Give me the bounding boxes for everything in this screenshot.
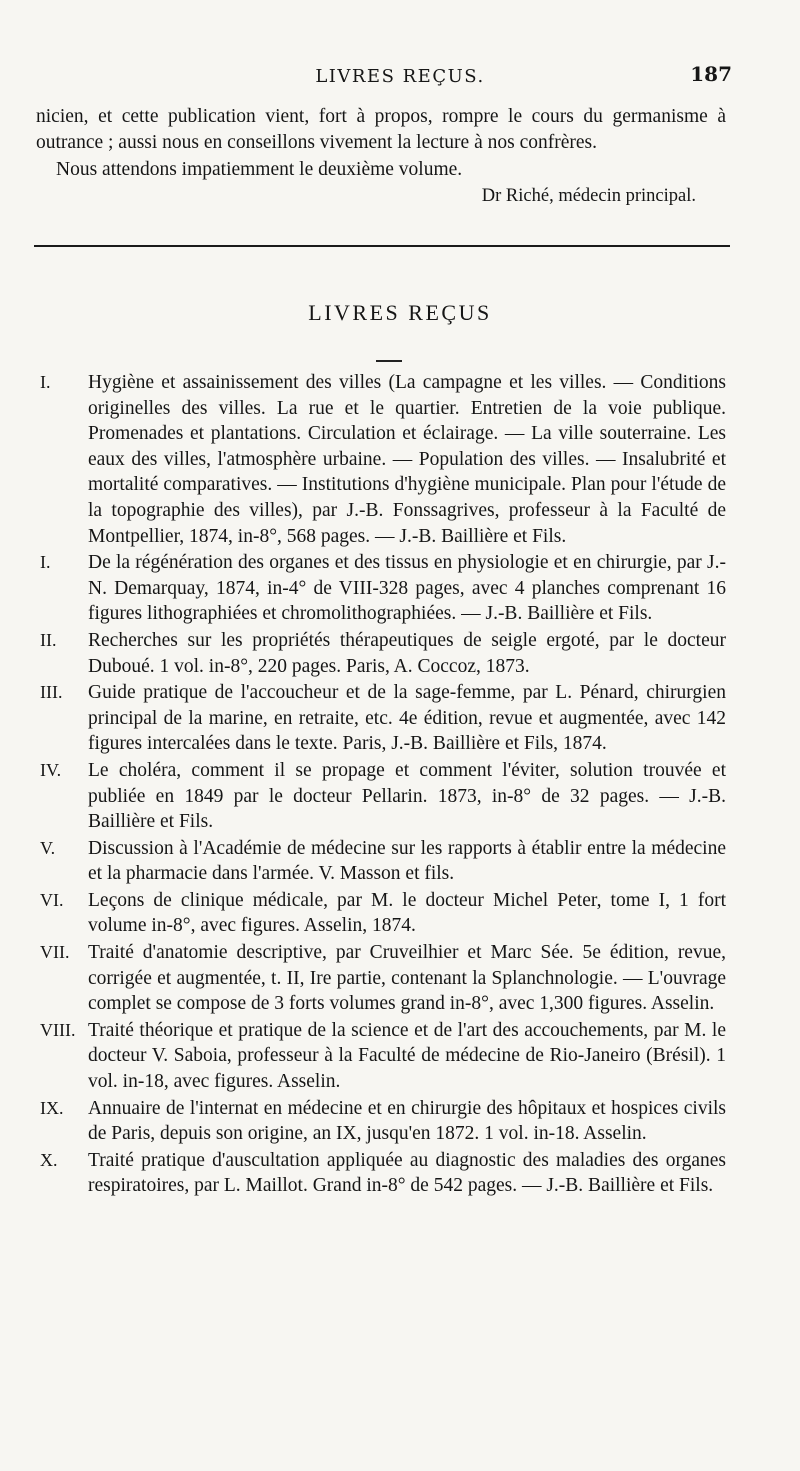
review-signature: Dr Riché, médecin principal. (481, 186, 696, 207)
page-number: 187 (690, 62, 732, 86)
entry-number: X. (40, 1149, 58, 1170)
review-paragraph: nicien, et cette publication vient, fort à propos, rompre le cours du germanisme à outrance ; aussi nous en conseillons vivement la lecture à nos confrères. (36, 106, 726, 154)
review-ending (36, 104, 726, 210)
entry-text: Hygiène et assainissement des villes (La campagne et les villes. — Conditions originelles des villes. La rue et le quartier. Entretien de la voie publique. Promenades et plantations. Circulation et éclairage. — La ville souterraine. Les eaux des villes, l'atmosphère urbaine. — Population des villes. — Insalubrité et mortalité comparatives. — Institutions d'hygiène municipale. Plan pour l'étude de la topographie des villes), par J.-B. Fonssagrives, professeur à la Faculté de Montpellier, 1874, in-8°, 568 pages. — J.-B. Baillière et Fils. (88, 372, 726, 547)
book-entry (40, 940, 726, 1017)
entry-number: VIII. (40, 1019, 76, 1040)
running-head (0, 62, 800, 90)
entry-text: Leçons de clinique médicale, par M. le docteur Michel Peter, tome I, 1 fort volume in-8°, avec figures. Asselin, 1874. (88, 889, 726, 937)
entry-number: I. (40, 552, 51, 573)
entry-number: I. (40, 372, 51, 392)
entry-number: II. (40, 629, 57, 650)
title-dash (376, 360, 402, 362)
section-divider (34, 245, 730, 247)
book-entry (40, 888, 726, 939)
entry-number: III. (40, 682, 63, 703)
entry-text: Le choléra, comment il se propage et comment l'éviter, solution trouvée et publiée en 1849 par le docteur Pellarin. 1873, in-8° de 32 pages. — J.-B. Baillière et Fils. (88, 759, 726, 833)
book-entry (40, 628, 726, 679)
entry-number: IX. (40, 1097, 64, 1118)
entry-text: Annuaire de l'internat en médecine et en chirurgie des hôpitaux et hospices civils de Paris, depuis son origine, an IX, jusqu'en 1872. 1 vol. in-18. Asselin. (88, 1097, 726, 1145)
entry-number: VII. (40, 942, 70, 963)
running-title: LIVRES REÇUS. (315, 66, 485, 87)
book-list (40, 370, 726, 1200)
book-entry (40, 836, 726, 887)
book-entry (40, 758, 726, 835)
entry-number: IV. (40, 759, 62, 780)
review-paragraph: Nous attendons impatiemment le deuxième volume. (56, 158, 463, 180)
entry-text: Recherches sur les propriétés thérapeutiques de seigle ergoté, par le docteur Duboué. 1 vol. in-8°, 220 pages. Paris, A. Coccoz, 1873. (88, 629, 726, 677)
entry-text: De la régénération des organes et des tissus en physiologie et en chirurgie, par J.-N. Demarquay, 1874, in-4° de VIII-328 pages, avec 4 planches comprenant 16 figures lithographiées et chromolithographiées. — J.-B. Baillière et Fils. (88, 552, 726, 625)
entry-text: Discussion à l'Académie de médecine sur les rapports à établir entre la médecine et la pharmacie dans l'armée. V. Masson et fils. (88, 837, 726, 885)
book-entry (40, 1018, 726, 1095)
book-entry (40, 550, 726, 627)
entry-number: V. (40, 837, 56, 858)
book-entry (40, 1148, 726, 1199)
entry-text: Traité théorique et pratique de la science et de l'art des accouchements, par M. le docteur V. Saboia, professeur à la Faculté de médecine de Rio-Janeiro (Brésil). 1 vol. in-18, avec figures. Asselin. (88, 1019, 726, 1093)
entry-text: Traité pratique d'auscultation appliquée au diagnostic des maladies des organes respiratoires, par L. Maillot. Grand in-8° de 542 pages. — J.-B. Baillière et Fils. (88, 1149, 726, 1197)
entry-text: Traité d'anatomie descriptive, par Cruveilhier et Marc Sée. 5e édition, revue, corrigée et augmentée, t. II, Ire partie, contenant la Splanchnologie. — L'ouvrage complet se compose de 3 forts volumes grand in-8°, avec 1,300 figures. Asselin. (88, 942, 726, 1015)
section-title: LIVRES REÇUS (308, 300, 492, 325)
entry-number: VI. (40, 889, 64, 910)
book-entry (40, 680, 726, 757)
entry-text: Guide pratique de l'accoucheur et de la sage-femme, par L. Pénard, chirurgien principal de la marine, en retraite, etc. 4e édition, revue et augmentée, avec 142 figures intercalées dans le texte. Paris, J.-B. Baillière et Fils, 1874. (88, 682, 726, 755)
book-entry (40, 370, 726, 549)
book-entry (40, 1096, 726, 1147)
